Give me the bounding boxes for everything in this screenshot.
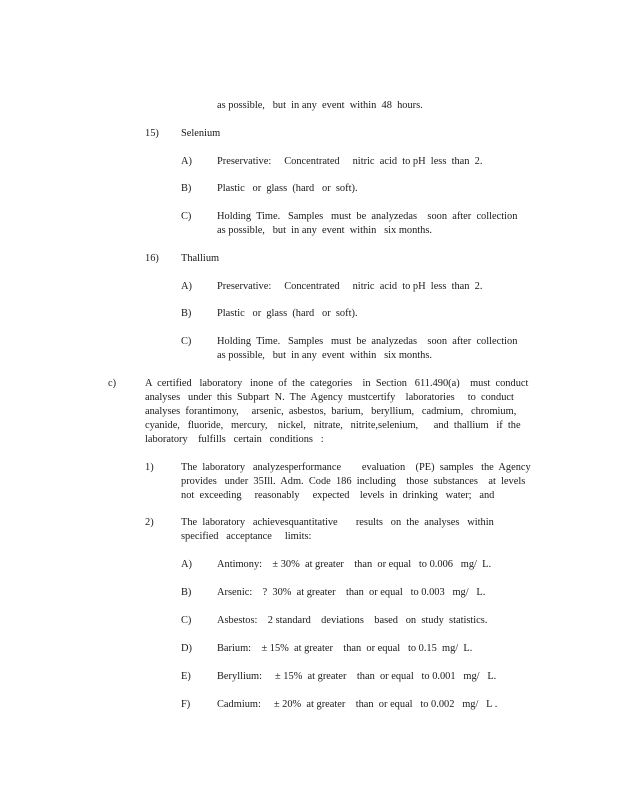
paragraph-line: analyses under this Subpart N. The Agency mustcertify laboratories to conduct xyxy=(145,392,514,403)
limit-text: Arsenic: ? 30% at greater than or equal to 0.003 mg/ L. xyxy=(217,587,486,598)
subitem-text: Plastic or glass (hard or soft). xyxy=(217,308,358,319)
subitem-text: as possible, but in any event within six months. xyxy=(217,350,433,361)
subitem-label: B) xyxy=(181,308,192,319)
subitem-label: A) xyxy=(181,281,192,292)
paragraph-line: cyanide, fluoride, mercury, nickel, nitrate, nitrite,selenium, and thallium if the xyxy=(145,420,521,431)
limit-label: D) xyxy=(181,643,192,654)
condition-label: 1) xyxy=(145,462,154,473)
subitem-text: Preservative: Concentrated nitric acid to pH less than 2. xyxy=(217,156,483,167)
paragraph-line: laboratory fulfills certain conditions : xyxy=(145,434,324,445)
limit-text: Antimony: ± 30% at greater than or equal to 0.006 mg/ L. xyxy=(217,559,492,570)
limit-text: Cadmium: ± 20% at greater than or equal to 0.002 mg/ L . xyxy=(217,699,498,710)
subitem-text: Plastic or glass (hard or soft). xyxy=(217,183,358,194)
item-number: 16) xyxy=(145,253,159,264)
item-title: Thallium xyxy=(181,253,220,264)
condition-label: 2) xyxy=(145,517,154,528)
limit-label: F) xyxy=(181,699,191,710)
paragraph-line: analyses forantimony, arsenic, asbestos, barium, beryllium, cadmium, chromium, xyxy=(145,406,517,417)
condition-line: provides under 35Ill. Adm. Code 186 including those substances at levels xyxy=(181,476,526,487)
limit-label: E) xyxy=(181,671,191,682)
item-number: 15) xyxy=(145,128,159,139)
subitem-text: Holding Time. Samples must be analyzedas soon after collection xyxy=(217,211,518,222)
subitem-text: Preservative: Concentrated nitric acid to pH less than 2. xyxy=(217,281,483,292)
subitem-text: Holding Time. Samples must be analyzedas soon after collection xyxy=(217,336,518,347)
condition-line: The laboratory achievesquantitative results on the analyses within xyxy=(181,517,494,528)
condition-line: specified acceptance limits: xyxy=(181,531,312,542)
subitem-label: C) xyxy=(181,336,192,347)
continuation-line: as possible, but in any event within 48 hours. xyxy=(217,100,423,111)
subitem-label: A) xyxy=(181,156,192,167)
limit-text: Beryllium: ± 15% at greater than or equal to 0.001 mg/ L. xyxy=(217,671,497,682)
limit-text: Asbestos: 2 standard deviations based on study statistics. xyxy=(217,615,488,626)
condition-line: The laboratory analyzesperformance evaluation (PE) samples the Agency xyxy=(181,462,531,473)
limit-label: A) xyxy=(181,559,192,570)
condition-line: not exceeding reasonably expected levels in drinking water; and xyxy=(181,490,495,501)
limit-text: Barium: ± 15% at greater than or equal to 0.15 mg/ L. xyxy=(217,643,473,654)
limit-label: B) xyxy=(181,587,192,598)
item-title: Selenium xyxy=(181,128,221,139)
subitem-text: as possible, but in any event within six months. xyxy=(217,225,433,236)
subitem-label: B) xyxy=(181,183,192,194)
section-label: c) xyxy=(108,378,117,389)
paragraph-line: A certified laboratory inone of the categories in Section 611.490(a) must conduct xyxy=(145,378,529,389)
subitem-label: C) xyxy=(181,211,192,222)
limit-label: C) xyxy=(181,615,192,626)
